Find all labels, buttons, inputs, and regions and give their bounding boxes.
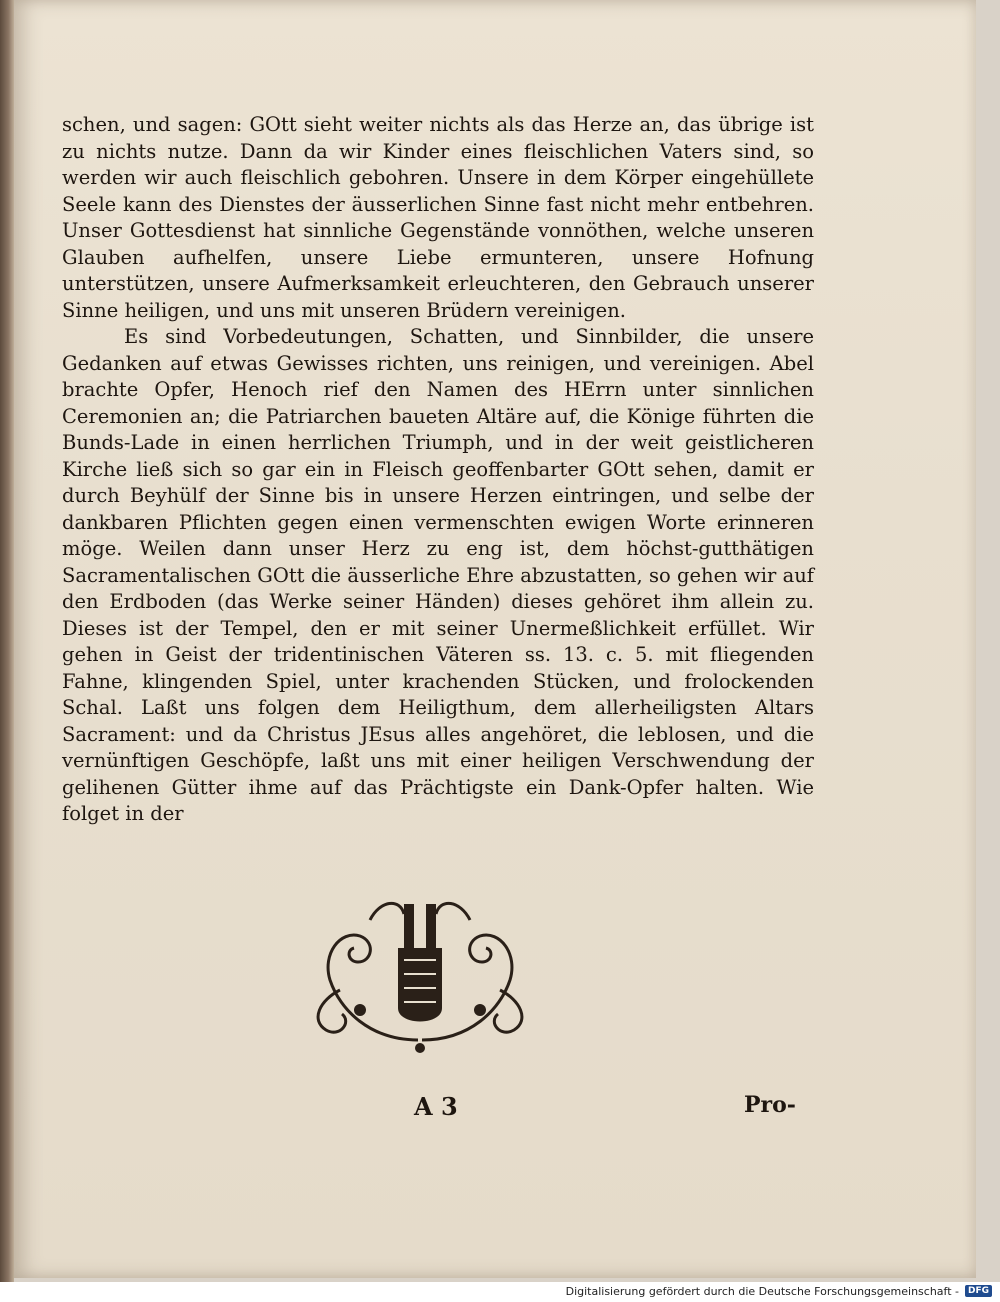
signature-mark: A 3 <box>414 1092 458 1121</box>
ornament-vignette-icon <box>300 890 540 1060</box>
paragraph-2: Es sind Vorbedeutungen, Schatten, und Sinnbilder, die unsere Gedanken auf etwas Gewisses richten, uns reinigen, und vereinigen. Abel brachte Opfer, Henoch rief den Namen des HErrn unter sinnlichen Ceremonien an; die Patriarchen baueten Altäre auf, die Könige führten die Bunds-Lade in einen herrlichen Triumph, und in der weit geistlicheren Kirche ließ sich so gar ein in Fleisch geoffenbarter GOtt sehen, damit er durch Beyhülf der Sinne bis in unsere Herzen eintringen, und selbe der dankbaren Pflichten gegen einen vermenschten ewigen Worte erinneren möge. Weilen dann unser Herz zu eng ist, dem höchst-gutthätigen Sacramentalischen GOtt die äusserliche Ehre abzustatten, so gehen wir auf den Erdboden (das Werke seiner Händen) dieses gehöret ihm allein zu. Dieses ist der Tempel, den er mit seiner Unermeßlichkeit erfüllet. Wir gehen in Geist der tridentinischen Väteren ss. 13. c. 5. mit fliegenden Fahne, klingenden Spiel, unter krachenden Stücken, und frolockenden Schal. Laßt uns folgen dem Heiligthum, dem allerheiligsten Altars Sacrament: und da Christus JEsus alles angehöret, die leblosen, und die vernünftigen Geschöpfe, laßt uns mit einer heiligen Verschwendung der gelihenen Gütter ihme auf das Prächtigste ein Dank-Opfer halten. Wie folget in der <box>62 325 814 825</box>
catchword: Pro- <box>744 1092 796 1118</box>
footer-credit: Digitalisierung gefördert durch die Deutsche Forschungsgemeinschaft - <box>565 1284 959 1298</box>
page-body-text <box>62 112 814 828</box>
digitization-footer <box>566 1282 992 1300</box>
book-spine <box>0 0 14 1282</box>
dfg-logo-icon: DFG <box>965 1285 992 1297</box>
paragraph-1: schen, und sagen: GOtt sieht weiter nichts als das Herze an, das übrige ist zu nichts nutze. Dann da wir Kinder eines fleischlichen Vaters sind, so werden wir auch fleischlich gebohren. Unsere in dem Körper eingehüllete Seele kann des Dienstes der äusserlichen Sinne fast nicht mehr entbehren. Unser Gottesdienst hat sinnliche Gegenstände vonnöthen, welche unseren Glauben aufhelfen, unsere Liebe ermunteren, unsere Hofnung unterstützen, unsere Aufmerksamkeit erleuchteren, den Gebrauch unserer Sinne heiligen, und uns mit unseren Brüdern vereinigen. <box>62 113 814 322</box>
